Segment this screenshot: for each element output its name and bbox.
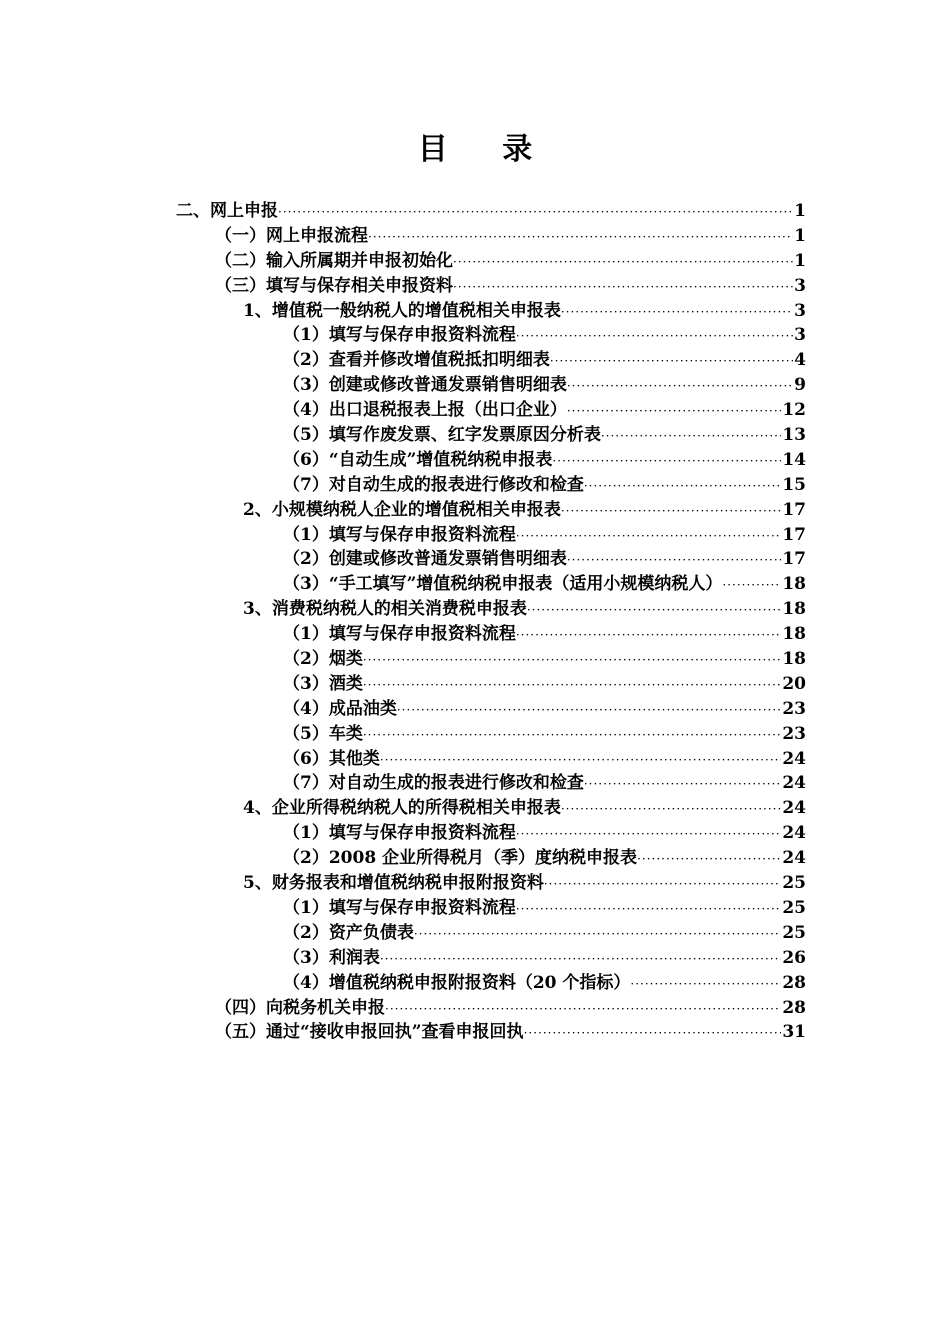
toc-page-number: 24 (782, 748, 806, 769)
toc-entry[interactable] (0, 871, 950, 896)
toc-entry[interactable] (0, 448, 950, 473)
toc-entry[interactable] (0, 498, 950, 523)
toc-dot-leader (584, 474, 782, 499)
toc-dot-leader (516, 324, 793, 349)
toc-entry[interactable] (0, 921, 950, 946)
toc-page-number: 24 (782, 773, 806, 794)
toc-entry[interactable] (0, 821, 950, 846)
toc-page-number: 12 (782, 400, 806, 421)
toc-dot-leader (584, 772, 782, 797)
toc-dot-leader (397, 698, 781, 723)
toc-entry[interactable] (0, 323, 950, 348)
toc-page-number: 18 (782, 649, 806, 670)
toc-entry-title: （3）创建或修改普通发票销售明细表 (283, 375, 567, 396)
toc-entry-title: （1）填写与保存申报资料流程 (283, 823, 516, 844)
toc-dot-leader (363, 648, 781, 673)
toc-page-number: 20 (782, 673, 806, 694)
toc-entry[interactable] (0, 622, 950, 647)
toc-dot-leader (552, 449, 781, 474)
toc-page-number: 18 (782, 574, 806, 595)
toc-entry[interactable] (0, 274, 950, 299)
toc-entry-title: 4、企业所得税纳税人的所得税相关申报表 (243, 798, 561, 819)
toc-entry[interactable] (0, 398, 950, 423)
toc-dot-leader (550, 349, 793, 374)
toc-dot-leader (363, 723, 781, 748)
toc-entry-title: （1）填写与保存申报资料流程 (283, 897, 516, 918)
toc-entry[interactable] (0, 523, 950, 548)
toc-page-number: 28 (782, 972, 806, 993)
toc-dot-leader (385, 997, 781, 1022)
toc-page-number: 25 (782, 922, 806, 943)
toc-entry[interactable] (0, 796, 950, 821)
toc-entry[interactable] (0, 697, 950, 722)
toc-dot-leader (453, 275, 793, 300)
toc-entry[interactable] (0, 299, 950, 324)
toc-dot-leader (368, 225, 793, 250)
toc-entry-title: 2、小规模纳税人企业的增值税相关申报表 (243, 499, 561, 520)
toc-dot-leader (380, 947, 781, 972)
toc-entry-title: （2）烟类 (283, 649, 363, 670)
page-title: 目 录 (417, 132, 555, 167)
toc-entry[interactable] (0, 771, 950, 796)
toc-entry[interactable] (0, 946, 950, 971)
toc-dot-leader (561, 300, 793, 325)
toc-entry-title: （1）填写与保存申报资料流程 (283, 325, 516, 346)
toc-entry-title: （一）网上申报流程 (215, 225, 368, 246)
toc-entry[interactable] (0, 348, 950, 373)
toc-entry[interactable] (0, 249, 950, 274)
toc-entry[interactable] (0, 672, 950, 697)
toc-entry[interactable] (0, 572, 950, 597)
toc-entry[interactable] (0, 199, 950, 224)
toc-dot-leader (637, 847, 781, 872)
toc-entry-title: （5）填写作废发票、红字发票原因分析表 (283, 425, 601, 446)
toc-dot-leader (561, 499, 782, 524)
toc-dot-leader (567, 548, 782, 573)
toc-dot-leader (516, 822, 782, 847)
toc-page-number: 18 (782, 599, 806, 620)
toc-dot-leader (516, 623, 782, 648)
toc-entry-title: （二）输入所属期并申报初始化 (215, 250, 453, 271)
toc-entry-title: （4）成品油类 (283, 698, 397, 719)
toc-page-number: 1 (794, 250, 806, 271)
toc-entry[interactable] (0, 647, 950, 672)
toc-entry-title: （3）“手工填写”增值税纳税申报表（适用小规模纳税人） (283, 574, 723, 595)
toc-entry-title: （四）向税务机关申报 (215, 997, 385, 1018)
toc-entry[interactable] (0, 547, 950, 572)
toc-page-number: 25 (782, 897, 806, 918)
toc-entry-title: （3）酒类 (283, 673, 363, 694)
toc-entry-title: 二、网上申报 (176, 201, 278, 221)
toc-page-number: 18 (782, 624, 806, 645)
toc-page-number: 31 (782, 1022, 806, 1043)
toc-dot-leader (363, 673, 781, 698)
toc-page-number: 1 (794, 225, 806, 246)
toc-dot-leader (601, 424, 782, 449)
toc-page-number: 3 (794, 300, 806, 321)
toc-dot-leader (567, 374, 793, 399)
toc-entry[interactable] (0, 971, 950, 996)
toc-dot-leader (524, 1021, 782, 1046)
toc-dot-leader (380, 748, 781, 773)
toc-entry[interactable] (0, 722, 950, 747)
toc-entry[interactable] (0, 224, 950, 249)
toc-page-number: 23 (782, 723, 806, 744)
toc-dot-leader (544, 872, 782, 897)
toc-page-number: 15 (782, 474, 806, 495)
toc-entry-title: （6）“自动生成”增值税纳税申报表 (283, 449, 553, 470)
toc-entry-title: （三）填写与保存相关申报资料 (215, 275, 453, 296)
toc-page-number: 26 (782, 947, 806, 968)
toc-entry[interactable] (0, 747, 950, 772)
toc-entry[interactable] (0, 597, 950, 622)
toc-entry-title: （2）查看并修改增值税抵扣明细表 (283, 350, 550, 371)
toc-page-number: 4 (794, 350, 806, 371)
toc-entry[interactable] (0, 896, 950, 921)
toc-entry-title: （1）填写与保存申报资料流程 (283, 624, 516, 645)
toc-entry-title: （2）2008 企业所得税月（季）度纳税申报表 (283, 848, 638, 869)
toc-page-number: 17 (782, 499, 806, 520)
toc-page-number: 17 (782, 549, 806, 570)
toc-entry[interactable] (0, 846, 950, 871)
toc-entry-title: （5）车类 (283, 723, 363, 744)
toc-dot-leader (453, 250, 793, 275)
toc-entry-title: （4）出口退税报表上报（出口企业） (283, 400, 567, 421)
toc-entry[interactable] (0, 423, 950, 448)
toc-dot-leader (561, 797, 782, 822)
toc-entry-title: （4）增值税纳税申报附报资料（20 个指标） (283, 972, 631, 993)
toc-entry-title: （2）创建或修改普通发票销售明细表 (283, 549, 567, 570)
toc-page-number: 25 (782, 873, 806, 894)
table-of-contents (0, 199, 950, 1045)
toc-dot-leader (414, 922, 781, 947)
toc-entry[interactable] (0, 373, 950, 398)
toc-page-number: 14 (782, 449, 806, 470)
toc-page-number: 17 (782, 524, 806, 545)
toc-dot-leader (516, 897, 782, 922)
toc-dot-leader (527, 598, 782, 623)
toc-entry-title: 1、增值税一般纳税人的增值税相关申报表 (243, 300, 561, 321)
toc-dot-leader (516, 524, 782, 549)
toc-entry-title: （五）通过“接收申报回执”查看申报回执 (215, 1022, 524, 1043)
toc-dot-leader (630, 972, 781, 997)
toc-entry-title: （7）对自动生成的报表进行修改和检查 (283, 474, 584, 495)
toc-dot-leader (567, 399, 782, 424)
toc-page-number: 24 (782, 823, 806, 844)
toc-entry[interactable] (0, 1020, 950, 1045)
toc-entry-title: （7）对自动生成的报表进行修改和检查 (283, 773, 584, 794)
toc-page-number: 23 (782, 698, 806, 719)
toc-entry-title: （6）其他类 (283, 748, 380, 769)
toc-dot-leader (722, 573, 781, 598)
toc-entry-title: （1）填写与保存申报资料流程 (283, 524, 516, 545)
toc-page-number: 24 (782, 798, 806, 819)
toc-entry-title: 5、财务报表和增值税纳税申报附报资料 (243, 873, 544, 894)
toc-entry-title: （2）资产负债表 (283, 922, 414, 943)
toc-entry-title: （3）利润表 (283, 947, 380, 968)
toc-entry-title: 3、消费税纳税人的相关消费税申报表 (243, 599, 527, 620)
toc-page-number: 9 (794, 375, 806, 396)
toc-page-number: 13 (782, 425, 806, 446)
toc-page-number: 3 (794, 275, 806, 296)
toc-page-number: 24 (782, 848, 806, 869)
toc-page-number: 1 (794, 201, 806, 221)
toc-dot-leader (278, 200, 793, 225)
toc-entry[interactable] (0, 473, 950, 498)
toc-entry[interactable] (0, 996, 950, 1021)
toc-page-number: 3 (794, 325, 806, 346)
toc-page-number: 28 (782, 997, 806, 1018)
